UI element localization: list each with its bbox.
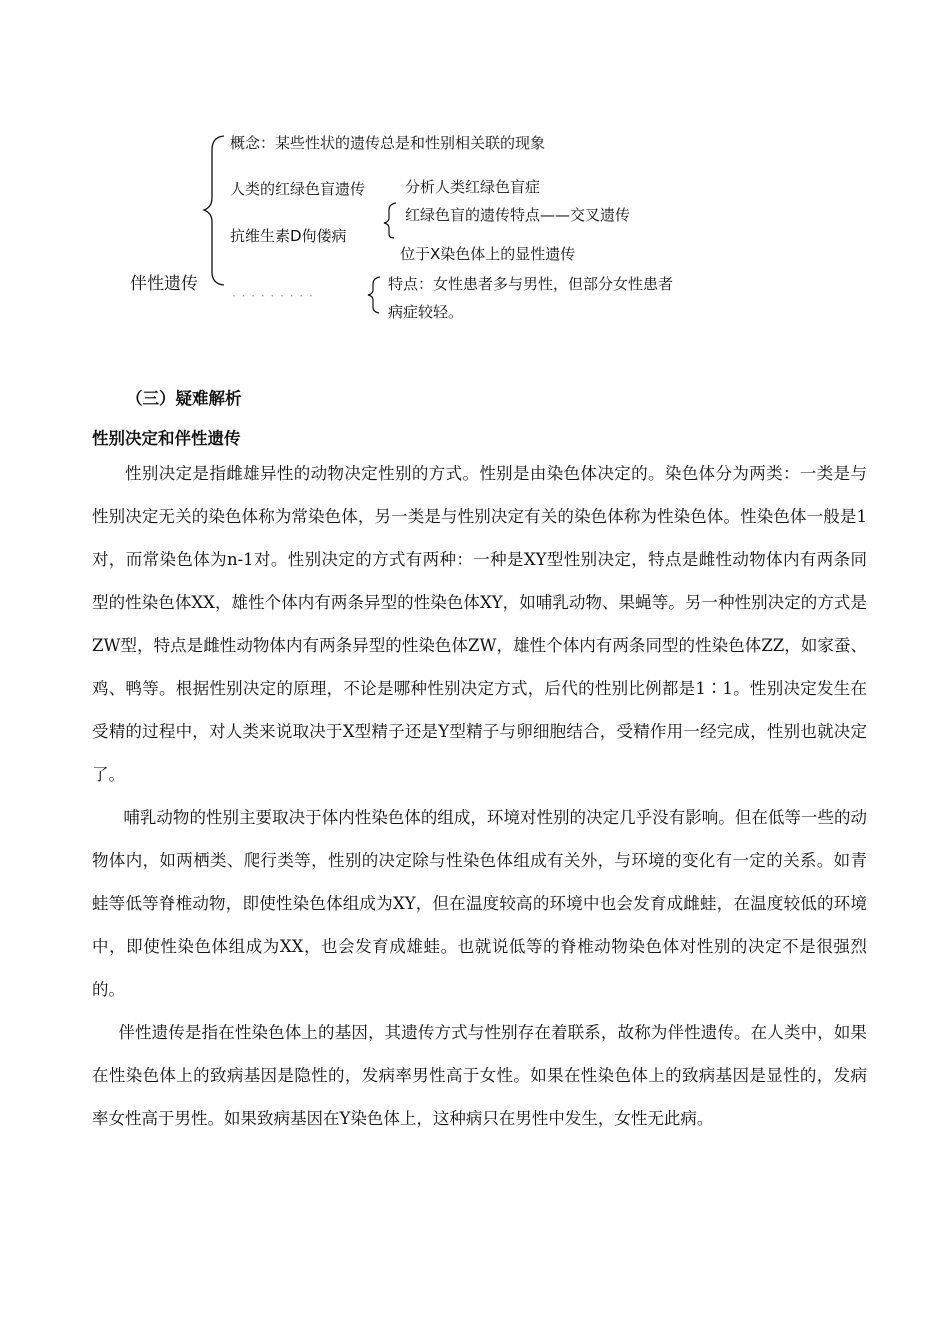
dominant-x: 位于X染色体上的显性遗传 — [400, 245, 576, 263]
paragraph-2: 哺乳动物的性别主要取决于体内性染色体的组成，环境对性别的决定几乎没有影响。但在低等一些的动物体内，如两栖类、爬行类等，性别的决定除与性染色体组成有关外，与环境的变化有一定的关系。如青蛙等低等脊椎动物，即使性染色体组成为XY，但在温度较高的环境中也会发育成雌蛙，在温度较低的环境中，即使性染色体组成为XX，也会发育成雄蛙。也就说低等的脊椎动物染色体对性别的决定不是很强烈的。 — [92, 808, 867, 999]
red-green-analysis: 分析人类红绿色盲症 — [405, 178, 541, 196]
section-heading: （三）疑难解析 — [126, 389, 242, 408]
concept-text: 概念：某些性状的遗传总是和性别相关联的现象 — [230, 134, 546, 152]
paragraph-1: 性别决定是指雌雄异性的动物决定性别的方式。性别是由染色体决定的。染色体分为两类：一类是与性别决定无关的染色体称为常染色体，另一类是与性别决定有关的染色体称为性染色体。性染色体一般是1对，而常染色体为n-1对。性别决定的方式有两种：一种是XY型性别决定，特点是雌性动物体内有两条同型的性染色体XX，雄性个体内有两条异型的性染色体XY，如哺乳动物、果蝇等。另一种性别决定的方式是ZW型，特点是雌性动物体内有两条异型的性染色体ZW，雄性个体内有两条同型的性染色体ZZ，如家蚕、鸡、鸭等。根据性别决定的原理，不论是哪种性别决定方式，后代的性别比例都是1∶1。性别决定发生在受精的过程中，对人类来说取决于X型精子还是Y型精子与卵细胞结合，受精作用一经完成，性别也就决定了。 — [92, 464, 867, 784]
faded-label: · · · · · · · · · — [232, 289, 314, 303]
feature-female-line1: 特点：女性患者多与男性，但部分女性患者 — [388, 275, 674, 293]
root-label: 伴性遗传 — [130, 274, 198, 294]
feature-female-line2: 病症较轻。 — [388, 303, 464, 321]
section-subheading: 性别决定和伴性遗传 — [92, 429, 241, 448]
paragraph-3: 伴性遗传是指在性染色体上的基因，其遗传方式与性别存在着联系，故称为伴性遗传。在人类中，如果在性染色体上的致病基因是隐性的，发病率男性高于女性。如果在性染色体上的致病基因是显性的，发病率女性高于男性。如果致病基因在Y染色体上，这种病只在男性中发生，女性无此病。 — [92, 1023, 867, 1128]
red-green-label: 人类的红绿色盲遗传 — [230, 180, 366, 198]
main-brace — [204, 136, 224, 285]
feature-brace — [368, 277, 380, 313]
body-text — [92, 452, 867, 1140]
feature-cross: 红绿色盲的遗传特点——交叉遗传 — [405, 206, 631, 224]
red-green-brace — [384, 203, 396, 238]
vitd-label: 抗维生素D佝偻病 — [230, 227, 347, 245]
